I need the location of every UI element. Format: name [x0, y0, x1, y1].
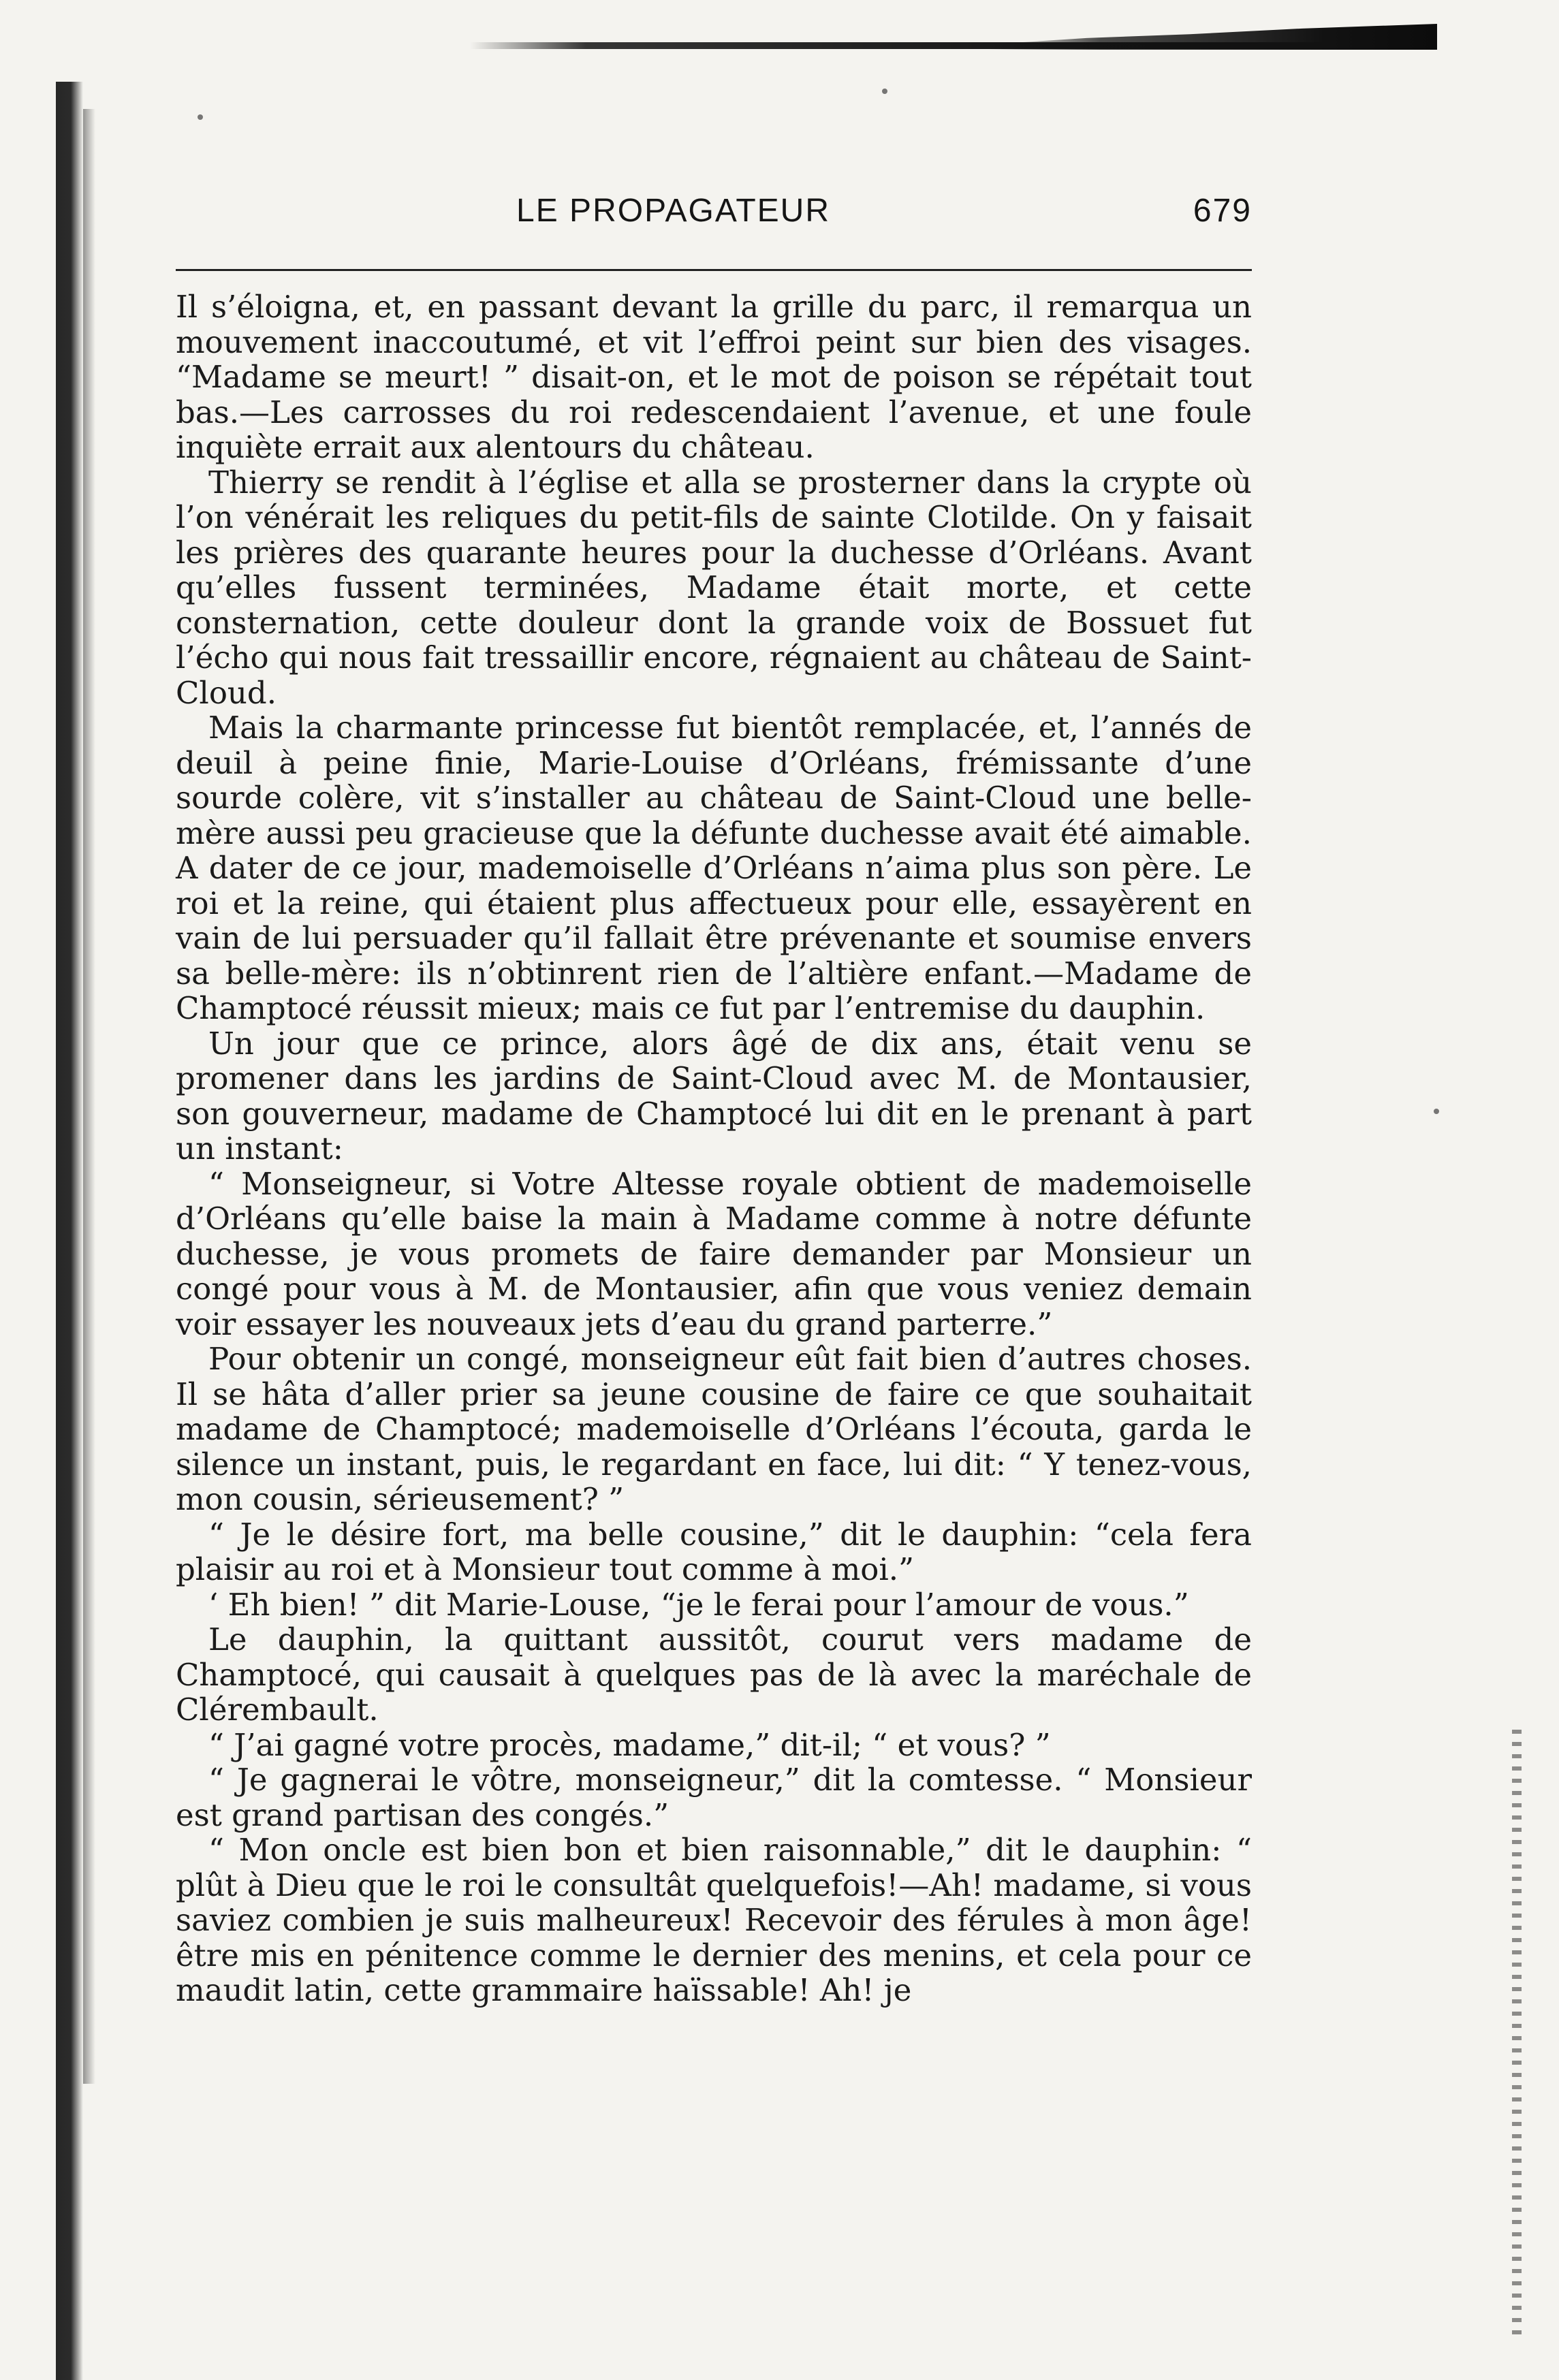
paragraph: “ Je gagnerai le vôtre, monseigneur,” dit la comtesse. “ Monsieur est grand partisan des congés.” — [176, 1762, 1252, 1833]
paragraph: “ J’ai gagné votre procès, madame,” dit-il; “ et vous? ” — [208, 1726, 1051, 1763]
paragraph: Un jour que ce prince, alors âgé de dix ans, était venu se promener dans les jardins de Saint-Cloud avec M. de Montausier, son gouverneur, madame de Champtocé lui dit en le prenant à part un instant: — [176, 1025, 1252, 1167]
paragraph: Il s’éloigna, et, en passant devant la grille du parc, il remarqua un mouvement inaccoutumé, et vit l’effroi peint sur bien des visages. “Madame se meurt! ” disait-on, et le mot de poison se répétait tout bas.—Les carrosses du roi redescendaient l’avenue, et une foule inquiète errait aux alentours du château. — [176, 289, 1252, 465]
paragraph: “ Monseigneur, si Votre Altesse royale obtient de mademoiselle d’Orléans qu’elle baise la main à Madame comme à notre défunte duchesse, je vous promets de faire demander par Monsieur un congé pour vous à M. de Montausier, afin que vous veniez demain voir essayer les nouveaux jets d’eau du grand parterre.” — [176, 1165, 1252, 1342]
header-divider — [176, 269, 1252, 271]
scan-left-edge-gradient — [83, 109, 95, 2084]
paragraph: Pour obtenir un congé, monseigneur eût fait bien d’autres choses. Il se hâta d’aller prier sa jeune cousine de faire ce que souhaitait madame de Champtocé; mademoiselle d’Orléans l’écouta, garda le silence un instant, puis, le regardant en face, lui dit: “ Y tenez-vous, mon cousin, sérieusement? ” — [176, 1341, 1252, 1517]
scan-speck — [198, 114, 203, 120]
scan-speck — [882, 89, 887, 94]
scan-speck — [1434, 1109, 1439, 1114]
body-text — [176, 289, 1252, 2008]
paragraph: Mais la charmante princesse fut bientôt remplacée, et, l’annés de deuil à peine finie, Marie-Louise d’Orléans, frémissante d’une sourde colère, vit s’installer au château de Saint-Cloud une belle-mère aussi peu gracieuse que la défunte duchesse avait été aimable. A dater de ce jour, mademoiselle d’Orléans n’aima plus son père. Le roi et la reine, qui étaient plus affectueux pour elle, essayèrent en vain de lui persuader qu’il fallait être prévenante et soumise envers sa belle-mère: ils n’obtinrent rien de l’altière enfant.—Madame de Champtocé réussit mieux; mais ce fut par l’entremise du dauphin. — [176, 710, 1252, 1026]
scan-right-edge-marks — [1512, 1730, 1522, 2343]
paragraph: ‘ Eh bien! ” dit Marie-Louse, “je le ferai pour l’amour de vous.” — [208, 1586, 1189, 1623]
running-title: LE PROPAGATEUR — [516, 193, 830, 229]
paragraph: Le dauphin, la quittant aussitôt, courut vers madame de Champtocé, qui causait à quelques pas de là avec la maréchale de Clérembault. — [176, 1621, 1252, 1728]
paragraph: “ Je le désire fort, ma belle cousine,” dit le dauphin: “cela fera plaisir au roi et à Monsieur tout comme à moi.” — [176, 1516, 1252, 1587]
scan-left-edge-shadow — [56, 82, 83, 2380]
page-number: 679 — [1193, 193, 1252, 229]
paragraph: Thierry se rendit à l’église et alla se prosterner dans la crypte où l’on vénérait les reliques du petit-fils de sainte Clotilde. On y faisait les prières des quarante heures pour la duchesse d’Orléans. Avant qu’elles fussent terminées, Madame était morte, et cette consternation, cette douleur dont la grande voix de Bossuet fut l’écho qui nous fait tressaillir encore, régnaient au château de Saint-Cloud. — [176, 464, 1252, 711]
scan-top-smudge — [988, 24, 1437, 50]
paragraph: “ Mon oncle est bien bon et bien raisonnable,” dit le dauphin: “ plût à Dieu que le roi le consultât quelquefois!—Ah! madame, si vous saviez combien je suis malheureux! Recevoir des férules à mon âge! être mis en pénitence comme le dernier des menins, et cela pour ce maudit latin, cette grammaire haïssable! Ah! je — [176, 1832, 1252, 2008]
page-header — [176, 192, 1252, 247]
